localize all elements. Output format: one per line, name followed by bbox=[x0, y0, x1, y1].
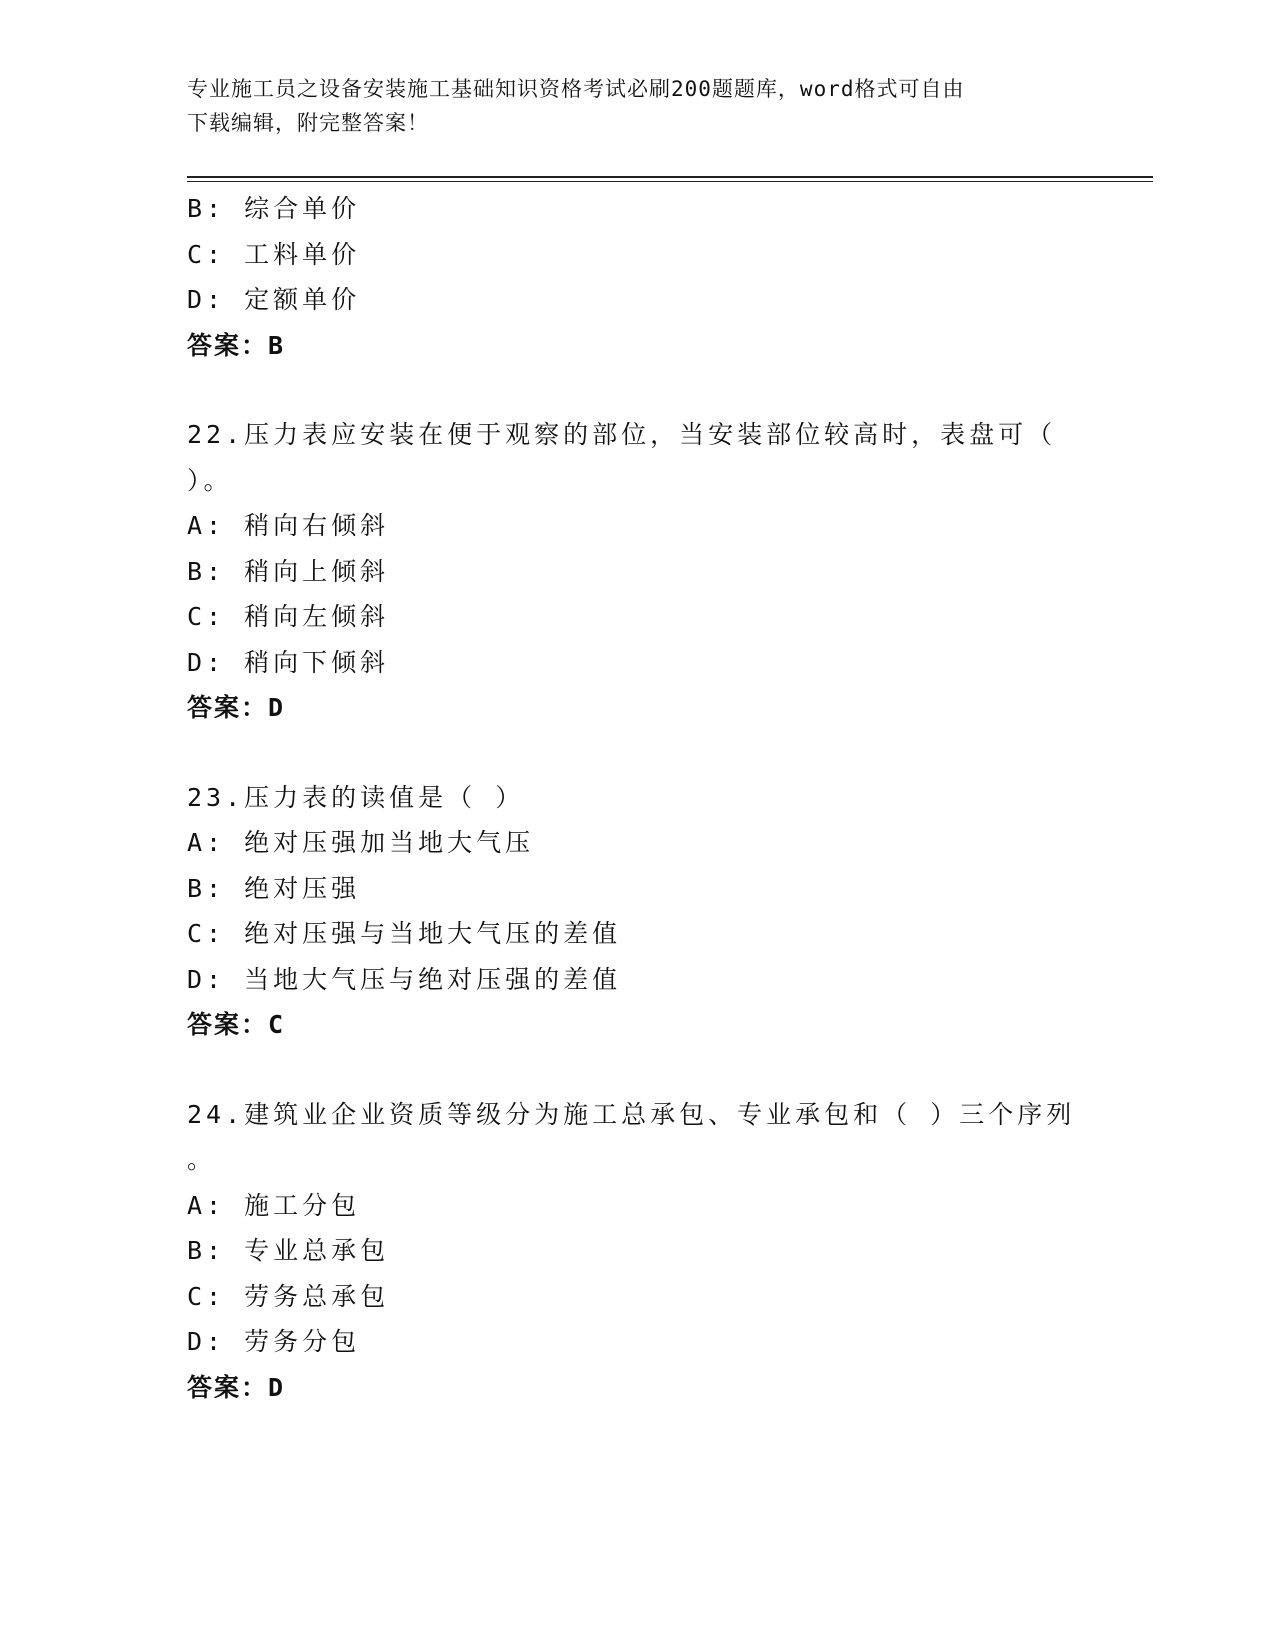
header-divider-bottom bbox=[187, 181, 1153, 182]
header-line-1: 专业施工员之设备安装施工基础知识资格考试必刷200题题库，word格式可自由 bbox=[187, 77, 965, 101]
option-c: C: 工料单价 bbox=[187, 239, 361, 269]
spacer bbox=[187, 1048, 1087, 1092]
question-24 bbox=[187, 1092, 1087, 1411]
option-d: D: 当地大气压与绝对压强的差值 bbox=[187, 964, 622, 994]
option-d: D: 稍向下倾斜 bbox=[187, 647, 390, 677]
option-c: C: 劳务总承包 bbox=[187, 1281, 390, 1311]
header-line-2: 下载编辑，附完整答案！ bbox=[187, 111, 429, 135]
option-c: C: 绝对压强与当地大气压的差值 bbox=[187, 919, 622, 948]
question-23 bbox=[187, 775, 1087, 1048]
question-22 bbox=[187, 412, 1087, 731]
question-stem: 24.建筑业企业资质等级分为施工总承包、专业承包和（ ）三个序列 bbox=[187, 1099, 1076, 1129]
document-header bbox=[187, 72, 1087, 140]
option-b: B: 稍向上倾斜 bbox=[187, 556, 390, 586]
option-d: D: 劳务分包 bbox=[187, 1327, 361, 1356]
header-divider-top bbox=[187, 176, 1153, 178]
option-b: B: 专业总承包 bbox=[187, 1236, 390, 1265]
option-a: A: 绝对压强加当地大气压 bbox=[187, 828, 535, 857]
question-list bbox=[187, 186, 1087, 1410]
question-stem-continued: ）。 bbox=[187, 465, 233, 495]
question-stem: 23.压力表的读值是（ ） bbox=[187, 782, 525, 812]
spacer bbox=[187, 731, 1087, 775]
question-stem: 22.压力表应安装在便于观察的部位，当安装部位较高时，表盘可（ bbox=[187, 420, 1057, 449]
question-stem-continued: 。 bbox=[187, 1145, 217, 1174]
spacer bbox=[187, 368, 1087, 412]
answer: 答案：B bbox=[187, 330, 286, 360]
option-b: B: 综合单价 bbox=[187, 194, 361, 223]
option-d: D: 定额单价 bbox=[187, 285, 361, 314]
answer: 答案：D bbox=[187, 1372, 286, 1402]
option-c: C: 稍向左倾斜 bbox=[187, 602, 390, 631]
option-b: B: 绝对压强 bbox=[187, 873, 361, 903]
question-21-tail bbox=[187, 186, 1087, 368]
option-a: A: 稍向右倾斜 bbox=[187, 511, 390, 540]
answer: 答案：C bbox=[187, 1010, 286, 1039]
option-a: A: 施工分包 bbox=[187, 1190, 361, 1220]
answer: 答案：D bbox=[187, 693, 286, 722]
